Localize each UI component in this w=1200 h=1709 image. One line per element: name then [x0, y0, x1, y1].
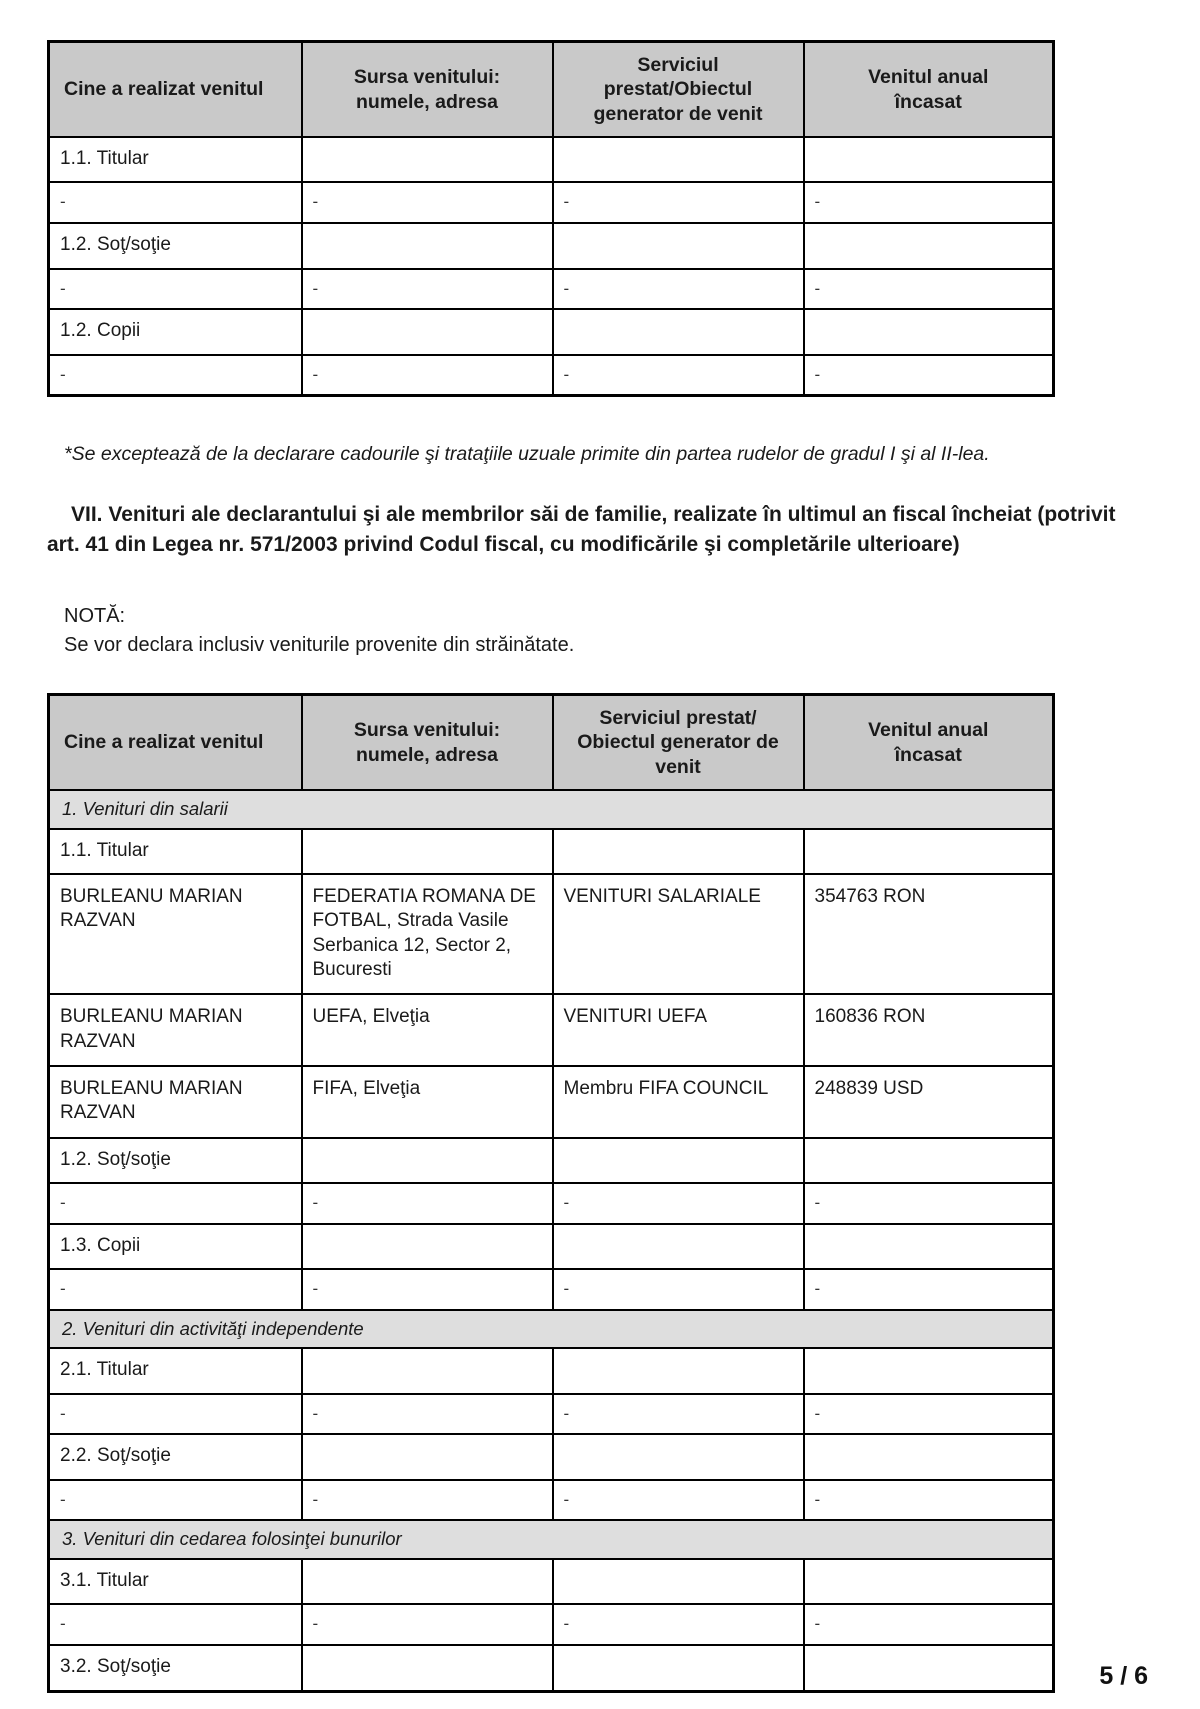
header-line: numele, adresa	[356, 743, 498, 766]
mid-spacer	[0, 660, 1200, 693]
nota-label: NOTĂ:	[64, 604, 126, 627]
table-row	[49, 1348, 1054, 1393]
page-number: 5 / 6	[1099, 1662, 1148, 1690]
cell-income	[804, 1559, 1054, 1604]
table-row	[49, 182, 1054, 223]
cell-service: -	[553, 1394, 804, 1435]
header-cell-source	[302, 42, 553, 138]
section-label: 1. Venituri din salarii	[49, 790, 1054, 829]
cell-service	[553, 1224, 804, 1269]
section-label: 3. Venituri din cedarea folosinţei bunurilor	[49, 1520, 1054, 1559]
cell-source: FEDERATIA ROMANA DE FOTBAL, Strada Vasile Serbanica 12, Sector 2, Bucuresti	[302, 874, 553, 994]
cell-service	[553, 223, 804, 268]
table-row	[49, 137, 1054, 182]
header-line: venit	[655, 755, 701, 778]
section-vii-heading: VII. Venituri ale declarantului şi ale membrilor săi de familie, realizate în ultimul an fiscal încheiat (potrivit art. 41 din Legea nr. 571/2003 privind Codul fiscal, cu modificările şi completările ulterioare)	[47, 503, 1116, 557]
cell-source	[302, 137, 553, 182]
header-line: prestat/Obiectul	[603, 78, 753, 101]
income-table-body	[49, 790, 1054, 1691]
cell-income	[804, 137, 1054, 182]
cell-service: -	[553, 182, 804, 223]
table-row	[49, 269, 1054, 310]
cell-income	[804, 223, 1054, 268]
cell-who: -	[49, 1604, 302, 1645]
cell-who: BURLEANU MARIAN RAZVAN	[49, 1066, 302, 1138]
cell-who: -	[49, 182, 302, 223]
cell-source	[302, 223, 553, 268]
cell-source	[302, 1224, 553, 1269]
header-line: Sursa venitului:	[353, 719, 501, 742]
header-cell-source	[302, 694, 553, 790]
gifts-footnote: *Se exceptează de la declarare cadourile şi trataţiile uzuale primite din partea rudelor de gradul I şi al II-lea.	[64, 443, 990, 466]
annual-income-table	[47, 693, 1055, 1693]
header-line: numele, adresa	[356, 90, 498, 113]
cell-source: -	[302, 355, 553, 396]
cell-source: -	[302, 1480, 553, 1521]
table-row	[49, 994, 1054, 1066]
cell-source: -	[302, 1183, 553, 1224]
cell-service: -	[553, 269, 804, 310]
cell-income: 160836 RON	[804, 994, 1054, 1066]
cell-income	[804, 829, 1054, 874]
cell-income: -	[804, 1269, 1054, 1310]
header-cell-who	[49, 694, 302, 790]
cell-who: BURLEANU MARIAN RAZVAN	[49, 994, 302, 1066]
cell-who: 1.3. Copii	[49, 1224, 302, 1269]
table-row	[49, 829, 1054, 874]
table-row	[49, 1066, 1054, 1138]
cell-service: -	[553, 355, 804, 396]
cell-income: -	[804, 182, 1054, 223]
table-row	[49, 309, 1054, 354]
cell-source: -	[302, 1394, 553, 1435]
cell-who: -	[49, 1394, 302, 1435]
cell-income: 248839 USD	[804, 1066, 1054, 1138]
table-row	[49, 1480, 1054, 1521]
cell-income: -	[804, 1480, 1054, 1521]
cell-service	[553, 1434, 804, 1479]
header-line: generator de venit	[593, 102, 763, 125]
table-row	[49, 1269, 1054, 1310]
header-line: Obiectul generator de	[577, 731, 779, 754]
header-line: încasat	[894, 90, 962, 113]
table-row	[49, 1645, 1054, 1691]
header-cell-service	[553, 42, 804, 138]
cell-who: 1.1. Titular	[49, 829, 302, 874]
cell-income	[804, 1348, 1054, 1393]
cell-who: 1.1. Titular	[49, 137, 302, 182]
table-row	[49, 1434, 1054, 1479]
cell-service	[553, 137, 804, 182]
section-label: 2. Venituri din activităţi independente	[49, 1310, 1054, 1349]
cell-who: 2.2. Soţ/soţie	[49, 1434, 302, 1479]
cell-who: -	[49, 1480, 302, 1521]
income-table-header	[49, 694, 1054, 790]
header-line: Venitul anual	[868, 66, 989, 89]
cell-who: 3.2. Soţ/soţie	[49, 1645, 302, 1691]
cell-income	[804, 1434, 1054, 1479]
cell-service: VENITURI SALARIALE	[553, 874, 804, 994]
cell-who: 2.1. Titular	[49, 1348, 302, 1393]
cell-service: VENITURI UEFA	[553, 994, 804, 1066]
top-spacer	[0, 0, 1200, 40]
cell-income	[804, 1645, 1054, 1691]
cell-source	[302, 1559, 553, 1604]
nota-block	[64, 602, 1200, 660]
table-row	[49, 874, 1054, 994]
cell-source: UEFA, Elveţia	[302, 994, 553, 1066]
table-row	[49, 1559, 1054, 1604]
cell-service: -	[553, 1480, 804, 1521]
table-row	[49, 1394, 1054, 1435]
cell-service: -	[553, 1269, 804, 1310]
cell-income: -	[804, 355, 1054, 396]
cell-who: -	[49, 269, 302, 310]
table-section-row	[49, 1520, 1054, 1559]
cell-service: Membru FIFA COUNCIL	[553, 1066, 804, 1138]
cell-who: -	[49, 1269, 302, 1310]
cell-who: 1.2. Soţ/soţie	[49, 223, 302, 268]
cell-who: 1.2. Soţ/soţie	[49, 1138, 302, 1183]
header-line: Serviciul prestat/	[599, 706, 757, 729]
cell-income: -	[804, 1394, 1054, 1435]
cell-source	[302, 1645, 553, 1691]
cell-income	[804, 1138, 1054, 1183]
header-line: încasat	[894, 743, 962, 766]
cell-income: -	[804, 269, 1054, 310]
cell-who: 3.1. Titular	[49, 1559, 302, 1604]
cell-income: -	[804, 1604, 1054, 1645]
cell-service	[553, 1645, 804, 1691]
table-row	[49, 223, 1054, 268]
cell-source	[302, 1434, 553, 1479]
table-section-row	[49, 1310, 1054, 1349]
table-row	[49, 1183, 1054, 1224]
cell-who: -	[49, 355, 302, 396]
cell-source: -	[302, 182, 553, 223]
cell-source	[302, 829, 553, 874]
cell-source	[302, 1348, 553, 1393]
gifts-table-header	[49, 42, 1054, 138]
cell-service	[553, 1559, 804, 1604]
cell-who: 1.2. Copii	[49, 309, 302, 354]
cell-service	[553, 309, 804, 354]
cell-income	[804, 1224, 1054, 1269]
cell-service: -	[553, 1183, 804, 1224]
cell-source: FIFA, Elveţia	[302, 1066, 553, 1138]
cell-service	[553, 1348, 804, 1393]
nota-text: Se vor declara inclusiv veniturile provenite din străinătate.	[64, 633, 575, 656]
header-line: Sursa venitului:	[353, 66, 501, 89]
cell-source	[302, 1138, 553, 1183]
gifts-income-table	[47, 40, 1055, 397]
gifts-table-body	[49, 137, 1054, 396]
cell-source: -	[302, 1269, 553, 1310]
cell-service	[553, 1138, 804, 1183]
header-cell-service	[553, 694, 804, 790]
table-row	[49, 355, 1054, 396]
cell-income: -	[804, 1183, 1054, 1224]
header-line: Cine a realizat venitul	[64, 78, 264, 101]
cell-source	[302, 309, 553, 354]
table-row	[49, 1224, 1054, 1269]
header-cell-who	[49, 42, 302, 138]
header-line: Venitul anual	[868, 719, 989, 742]
header-line: Cine a realizat venitul	[64, 731, 264, 754]
table-header-row	[49, 694, 1054, 790]
cell-source: -	[302, 269, 553, 310]
cell-who: -	[49, 1183, 302, 1224]
cell-income	[804, 309, 1054, 354]
cell-service: -	[553, 1604, 804, 1645]
cell-who: BURLEANU MARIAN RAZVAN	[49, 874, 302, 994]
header-line: Serviciul	[637, 54, 719, 76]
table-row	[49, 1604, 1054, 1645]
cell-service	[553, 829, 804, 874]
header-cell-annual-income	[804, 694, 1054, 790]
table-row	[49, 1138, 1054, 1183]
cell-income: 354763 RON	[804, 874, 1054, 994]
table-header-row	[49, 42, 1054, 138]
table-section-row	[49, 790, 1054, 829]
cell-source: -	[302, 1604, 553, 1645]
header-cell-annual-income	[804, 42, 1054, 138]
